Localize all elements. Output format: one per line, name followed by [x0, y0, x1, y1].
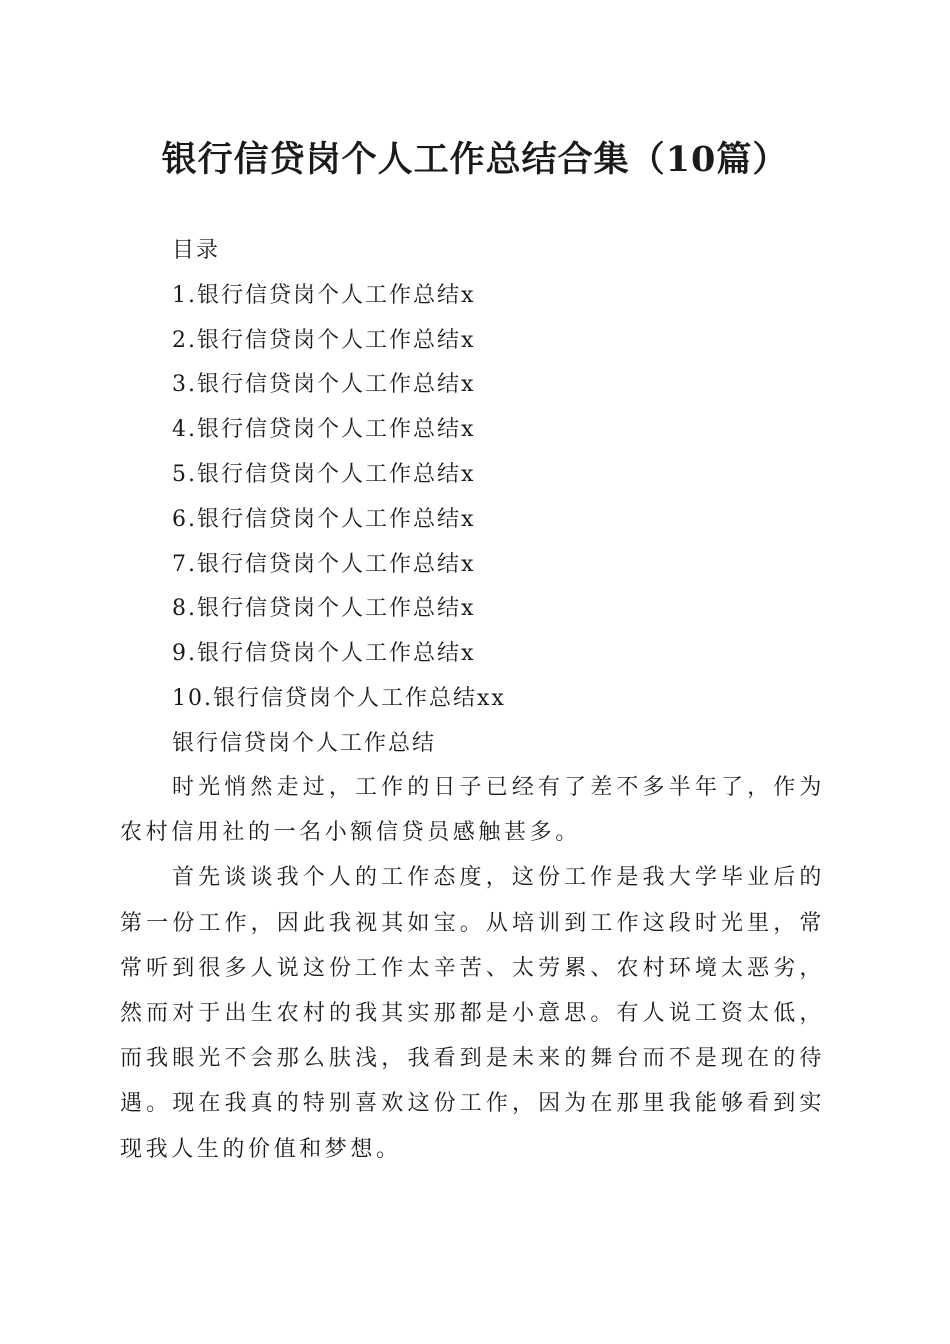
toc-item: 10.银行信贷岗个人工作总结xx [172, 685, 506, 711]
toc-heading: 目录 [172, 238, 221, 263]
body-text [120, 765, 825, 1172]
section-heading: 银行信贷岗个人工作总结 [172, 730, 437, 756]
toc-item: 2.银行信贷岗个人工作总结x [172, 327, 476, 353]
paragraph: 首先谈谈我个人的工作态度，这份工作是我大学毕业后的第一份工作，因此我视其如宝。从培训到工作这段时光里，常常听到很多人说这份工作太辛苦、太劳累、农村环境太恶劣，然而对于出生农村的我其实那都是小意思。有人说工资太低，而我眼光不会那么肤浅，我看到是未来的舞台而不是现在的待遇。现在我真的特别喜欢这份工作，因为在那里我能够看到实现我人生的价值和梦想。 [120, 865, 825, 1162]
toc-item: 7.银行信贷岗个人工作总结x [172, 551, 476, 577]
toc-item: 1.银行信贷岗个人工作总结x [172, 282, 476, 308]
paragraph: 时光悄然走过，工作的日子已经有了差不多半年了，作为农村信用社的一名小额信贷员感触甚多。 [120, 775, 825, 846]
toc-item: 6.银行信贷岗个人工作总结x [172, 506, 476, 532]
toc-item: 8.银行信贷岗个人工作总结x [172, 596, 476, 622]
toc-item: 4.银行信贷岗个人工作总结x [172, 417, 476, 443]
document-title: 银行信贷岗个人工作总结合集（10篇） [161, 139, 789, 180]
toc-item: 9.银行信贷岗个人工作总结x [172, 641, 476, 667]
toc-item: 3.银行信贷岗个人工作总结x [172, 372, 476, 398]
table-of-contents [172, 229, 812, 767]
toc-item: 5.银行信贷岗个人工作总结x [172, 461, 476, 487]
